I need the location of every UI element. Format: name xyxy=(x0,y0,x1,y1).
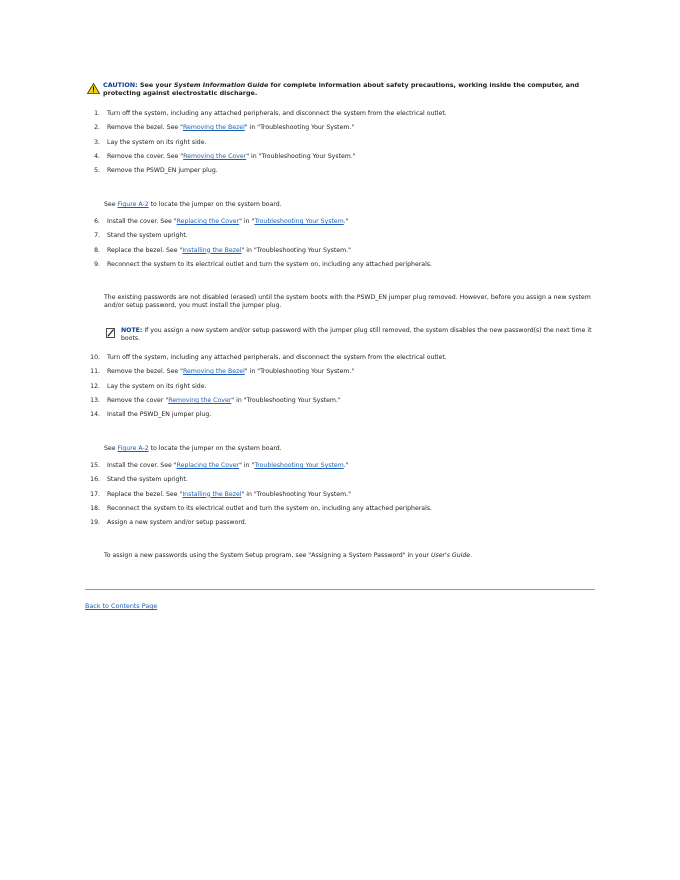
horizontal-divider xyxy=(85,589,595,590)
list-item xyxy=(85,232,605,246)
step-text: Turn off the system, including any attached peripherals, and disconnect the system from the electrical outlet. xyxy=(107,110,447,117)
step-number: 5. xyxy=(94,167,100,175)
guide-title: System Information Guide xyxy=(173,81,269,89)
steps-list-assign xyxy=(85,354,605,425)
step-text: Remove the cover "Removing the Cover" in "Troubleshooting Your System." xyxy=(107,396,341,404)
steps-list-disable xyxy=(85,110,605,181)
assign-password-paragraph: To assign a new passwords using the System Setup program, see "Assigning a System Password" in your User's Guide. xyxy=(104,552,473,559)
step-text: Replace the bezel. See "Installing the Bezel" in "Troubleshooting Your System." xyxy=(107,490,351,498)
cross-reference-link[interactable]: Replacing the Cover xyxy=(176,462,240,469)
cross-reference-link[interactable]: Replacing the Cover xyxy=(176,218,240,225)
list-item xyxy=(85,110,605,124)
cross-reference-link[interactable]: Troubleshooting Your System xyxy=(254,462,344,469)
step-text: Install the cover. See "Replacing the Cover" in "Troubleshooting Your System." xyxy=(107,218,349,225)
step-number: 9. xyxy=(94,260,100,268)
step-text: Remove the PSWD_EN jumper plug. xyxy=(107,167,218,175)
step-text: Remove the bezel. See "Removing the Bezel" in "Troubleshooting Your System." xyxy=(107,124,355,132)
step-number: 19. xyxy=(90,519,100,527)
cross-reference-link[interactable]: Removing the Cover xyxy=(168,396,232,404)
step-number: 15. xyxy=(90,462,100,469)
users-guide-title: User's Guide xyxy=(430,552,471,559)
list-item xyxy=(85,519,605,533)
step-text: Remove the bezel. See "Removing the Bezel" in "Troubleshooting Your System." xyxy=(107,368,355,376)
list-item xyxy=(85,368,605,382)
back-to-contents-link[interactable]: Back to Contents Page xyxy=(85,602,158,610)
cross-reference-link[interactable]: Troubleshooting Your System xyxy=(254,218,344,225)
list-item xyxy=(85,411,605,425)
list-item xyxy=(85,247,605,261)
list-item xyxy=(85,476,605,490)
step-number: 11. xyxy=(90,368,100,376)
step-number: 2. xyxy=(94,124,100,132)
step-text: Replace the bezel. See "Installing the Bezel" in "Troubleshooting Your System." xyxy=(107,246,351,254)
list-item xyxy=(85,218,605,232)
step-number: 12. xyxy=(90,382,100,390)
cross-reference-link[interactable]: Removing the Cover xyxy=(183,152,247,160)
list-item xyxy=(85,354,605,368)
see-figure-paragraph-2: See Figure A-2 to locate the jumper on the system board. xyxy=(104,445,282,452)
step-text: Stand the system upright. xyxy=(107,232,188,240)
step-text: Turn off the system, including any attached peripherals, and disconnect the system from the electrical outlet. xyxy=(107,354,447,361)
step-text: Lay the system on its right side. xyxy=(107,382,207,390)
step-number: 7. xyxy=(94,232,100,240)
cross-reference-link[interactable]: Installing the Bezel xyxy=(182,490,242,498)
steps-list-assign-2 xyxy=(85,462,605,533)
step-number: 4. xyxy=(94,152,100,160)
step-number: 13. xyxy=(90,396,100,404)
step-number: 14. xyxy=(90,411,100,419)
step-number: 6. xyxy=(94,218,100,225)
step-text: Install the PSWD_EN jumper plug. xyxy=(107,411,212,419)
list-item xyxy=(85,167,605,181)
note-label: NOTE: xyxy=(121,327,143,334)
step-text: Assign a new system and/or setup password. xyxy=(107,519,247,527)
note-pencil-icon xyxy=(106,328,115,338)
list-item xyxy=(85,124,605,138)
existing-passwords-paragraph: The existing passwords are not disabled (erased) until the system boots with the PSWD_EN jumper plug removed. However, before you assign a new system and/or setup password, you must install the jumper plug. xyxy=(104,294,591,309)
cross-reference-link[interactable]: Installing the Bezel xyxy=(182,246,242,254)
figure-a2-link[interactable]: Figure A-2 xyxy=(117,201,149,208)
see-figure-paragraph: See Figure A-2 to locate the jumper on the system board. xyxy=(104,201,282,208)
step-text: Lay the system on its right side. xyxy=(107,138,207,146)
list-item xyxy=(85,462,605,476)
step-number: 18. xyxy=(90,504,100,512)
list-item xyxy=(85,397,605,411)
step-text: Reconnect the system to its electrical outlet and turn the system on, including any attached peripherals. xyxy=(107,504,433,512)
step-number: 1. xyxy=(94,110,100,117)
step-number: 10. xyxy=(90,354,100,361)
step-number: 3. xyxy=(94,138,100,146)
list-item xyxy=(85,383,605,397)
note-notice: NOTE: If you assign a new system and/or setup password with the jumper plug still removed, the system disables the new password(s) the next time it boots. xyxy=(106,327,596,342)
step-text: Reconnect the system to its electrical outlet and turn the system on, including any attached peripherals. xyxy=(107,260,433,268)
step-number: 16. xyxy=(90,476,100,484)
cross-reference-link[interactable]: Removing the Bezel xyxy=(183,368,245,376)
step-text: Stand the system upright. xyxy=(107,476,188,484)
list-item xyxy=(85,153,605,167)
cross-reference-link[interactable]: Removing the Bezel xyxy=(183,124,245,132)
step-number: 17. xyxy=(90,490,100,498)
step-text: Install the cover. See "Replacing the Cover" in "Troubleshooting Your System." xyxy=(107,462,349,469)
warning-triangle-icon xyxy=(87,83,100,94)
steps-list-disable-2 xyxy=(85,218,605,275)
list-item xyxy=(85,139,605,153)
list-item xyxy=(85,491,605,505)
caution-label: CAUTION: xyxy=(103,81,138,89)
step-number: 8. xyxy=(94,246,100,254)
figure-a2-link-2[interactable]: Figure A-2 xyxy=(117,445,149,452)
list-item xyxy=(85,505,605,519)
step-text: Remove the cover. See "Removing the Cover" in "Troubleshooting Your System." xyxy=(107,152,356,160)
list-item xyxy=(85,261,605,275)
caution-notice: CAUTION: See your System Information Guide for complete information about safety precautions, working inside the computer, and protecting against electrostatic discharge. xyxy=(87,82,592,97)
